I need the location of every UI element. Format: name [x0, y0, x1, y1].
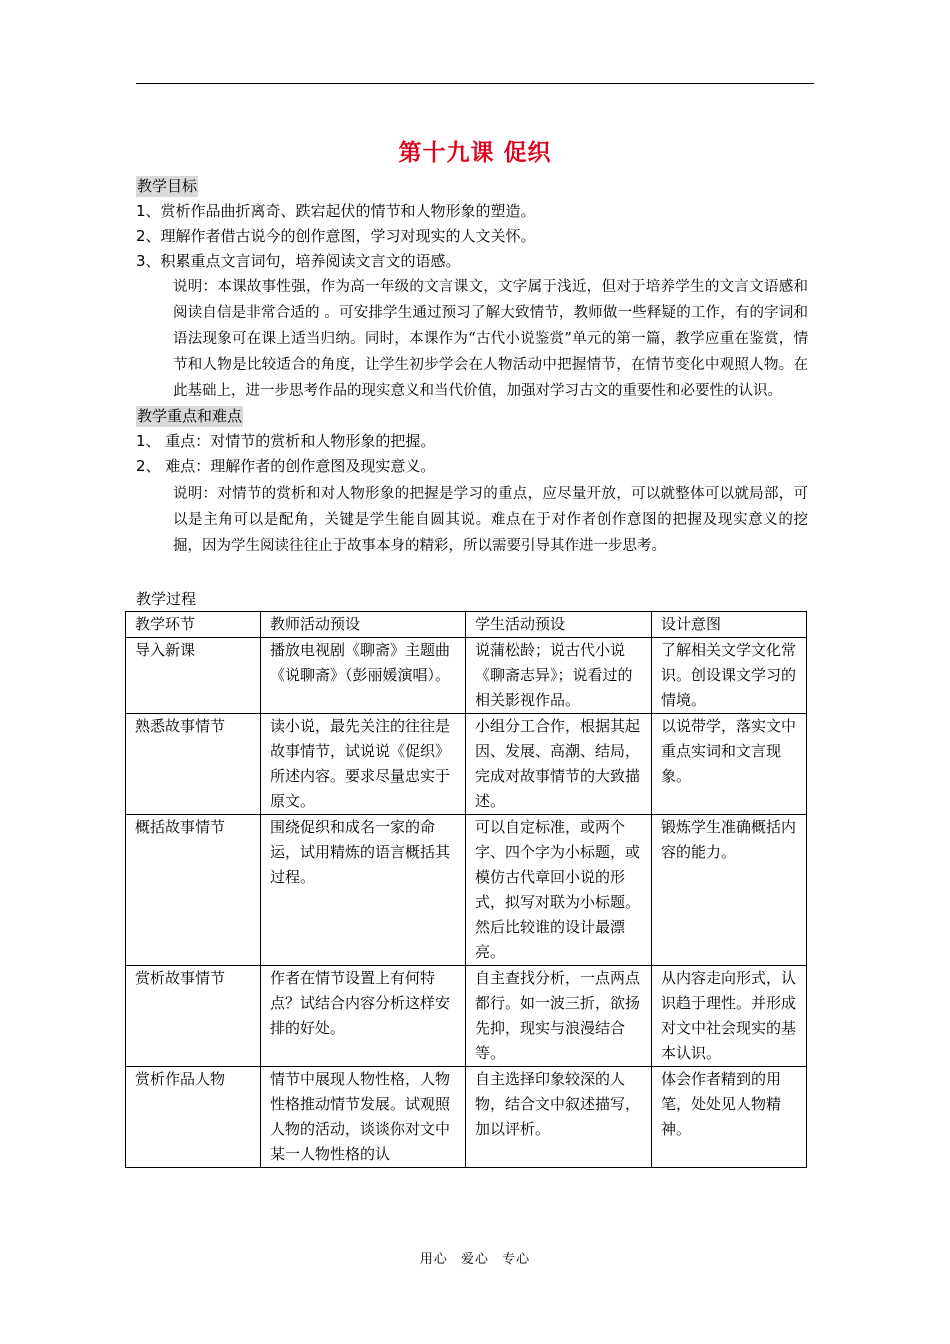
table-cell: 以说带学，落实文中重点实词和文言现象。	[652, 714, 807, 815]
table-cell: 体会作者精到的用笔，处处见人物精神。	[652, 1067, 807, 1168]
table-cell: 熟悉故事情节	[126, 714, 261, 815]
table-row	[126, 1067, 807, 1168]
table-cell: 可以自定标准，或两个字、四个字为小标题，或模仿古代章回小说的形式，拟写对联为小标题。然后比较谁的设计最漂亮。	[466, 815, 652, 966]
table-cell: 播放电视剧《聊斋》主题曲《说聊斋》（彭丽媛演唱）。	[261, 638, 466, 714]
table-cell: 读小说，最先关注的往往是故事情节，试说说《促织》所述内容。要求尽量忠实于原文。	[261, 714, 466, 815]
table-cell: 围绕促织和成名一家的命运，试用精炼的语言概括其过程。	[261, 815, 466, 966]
table-cell: 小组分工合作，根据其起因、发展、高潮、结局，完成对故事情节的大致描述。	[466, 714, 652, 815]
table-cell: 说蒲松龄；说古代小说《聊斋志异》；说看过的相关影视作品。	[466, 638, 652, 714]
table-cell: 从内容走向形式，认识趋于理性。并形成对文中社会现实的基本认识。	[652, 966, 807, 1067]
column-header: 学生活动预设	[466, 612, 652, 638]
table-cell: 情节中展现人物性格，人物性格推动情节发展。试观照人物的活动，谈谈你对文中某一人物性格的认	[261, 1067, 466, 1168]
table-cell: 赏析故事情节	[126, 966, 261, 1067]
objective-item: 3、积累重点文言词句，培养阅读文言文的语感。	[136, 252, 461, 270]
table-cell: 了解相关文学文化常识。创设课文学习的情境。	[652, 638, 807, 714]
footer-text: 专心	[502, 1252, 531, 1267]
table-cell: 概括故事情节	[126, 815, 261, 966]
table-header-row	[126, 612, 807, 638]
table-cell: 锻炼学生准确概括内容的能力。	[652, 815, 807, 966]
column-header: 教学环节	[126, 612, 261, 638]
header-rule	[136, 83, 814, 84]
objective-item: 2、理解作者借古说今的创作意图，学习对现实的人文关怀。	[136, 227, 536, 245]
keypoint-item: 2、 难点：理解作者的创作意图及现实意义。	[136, 457, 436, 475]
table-cell: 导入新课	[126, 638, 261, 714]
page-title: 第十九课 促织	[398, 140, 552, 166]
document-body	[136, 174, 808, 1168]
keypoints-note: 说明：对情节的赏析和对人物形象的把握是学习的重点，应尽量开放，可以就整体可以就局部，可以是主角可以是配角，关键是学生能自圆其说。难点在于对作者创作意图的把握及现实意义的挖掘，因为学生阅读往往止于故事本身的精彩，所以需要引导其作进一步思考。	[173, 486, 808, 554]
keypoint-item: 1、 重点：对情节的赏析和人物形象的把握。	[136, 432, 436, 450]
objectives-heading: 教学目标	[137, 177, 198, 195]
page-footer	[0, 1248, 950, 1267]
objective-item: 1、赏析作品曲折离奇、跌宕起伏的情节和人物形象的塑造。	[136, 202, 536, 220]
column-header: 教师活动预设	[261, 612, 466, 638]
table-row	[126, 714, 807, 815]
objectives-section	[136, 174, 808, 199]
table-row	[126, 966, 807, 1067]
objectives-note: 说明：本课故事性强，作为高一年级的文言课文，文字属于浅近，但对于培养学生的文言文语感和阅读自信是非常合适的 。可安排学生通过预习了解大致情节，教师做一些释疑的工作，有的字词和语法现象可在课上适当归纳。同时，本课作为“古代小说鉴赏”单元的第一篇，教学应重在鉴赏，情节和人物是比较适合的角度，让学生初步学会在人物活动中把握情节，在情节变化中观照人物。在此基础上，进一步思考作品的现实意义和当代价值，加强对学习古文的重要性和必要性的认识。	[173, 279, 808, 399]
table-cell: 自主选择印象较深的人物，结合文中叙述描写，加以评析。	[466, 1067, 652, 1168]
table-cell: 自主查找分析，一点两点都行。如一波三折，欲扬先抑，现实与浪漫结合等。	[466, 966, 652, 1067]
footer-text: 爱心	[460, 1252, 489, 1267]
process-heading: 教学过程	[136, 590, 197, 608]
table-row	[126, 638, 807, 714]
keypoints-section	[136, 404, 808, 429]
keypoints-heading: 教学重点和难点	[137, 407, 243, 425]
table-cell: 赏析作品人物	[126, 1067, 261, 1168]
process-table	[125, 611, 807, 1168]
column-header: 设计意图	[652, 612, 807, 638]
table-row	[126, 815, 807, 966]
footer-text: 用心	[419, 1252, 448, 1267]
table-cell: 作者在情节设置上有何特点？试结合内容分析这样安排的好处。	[261, 966, 466, 1067]
